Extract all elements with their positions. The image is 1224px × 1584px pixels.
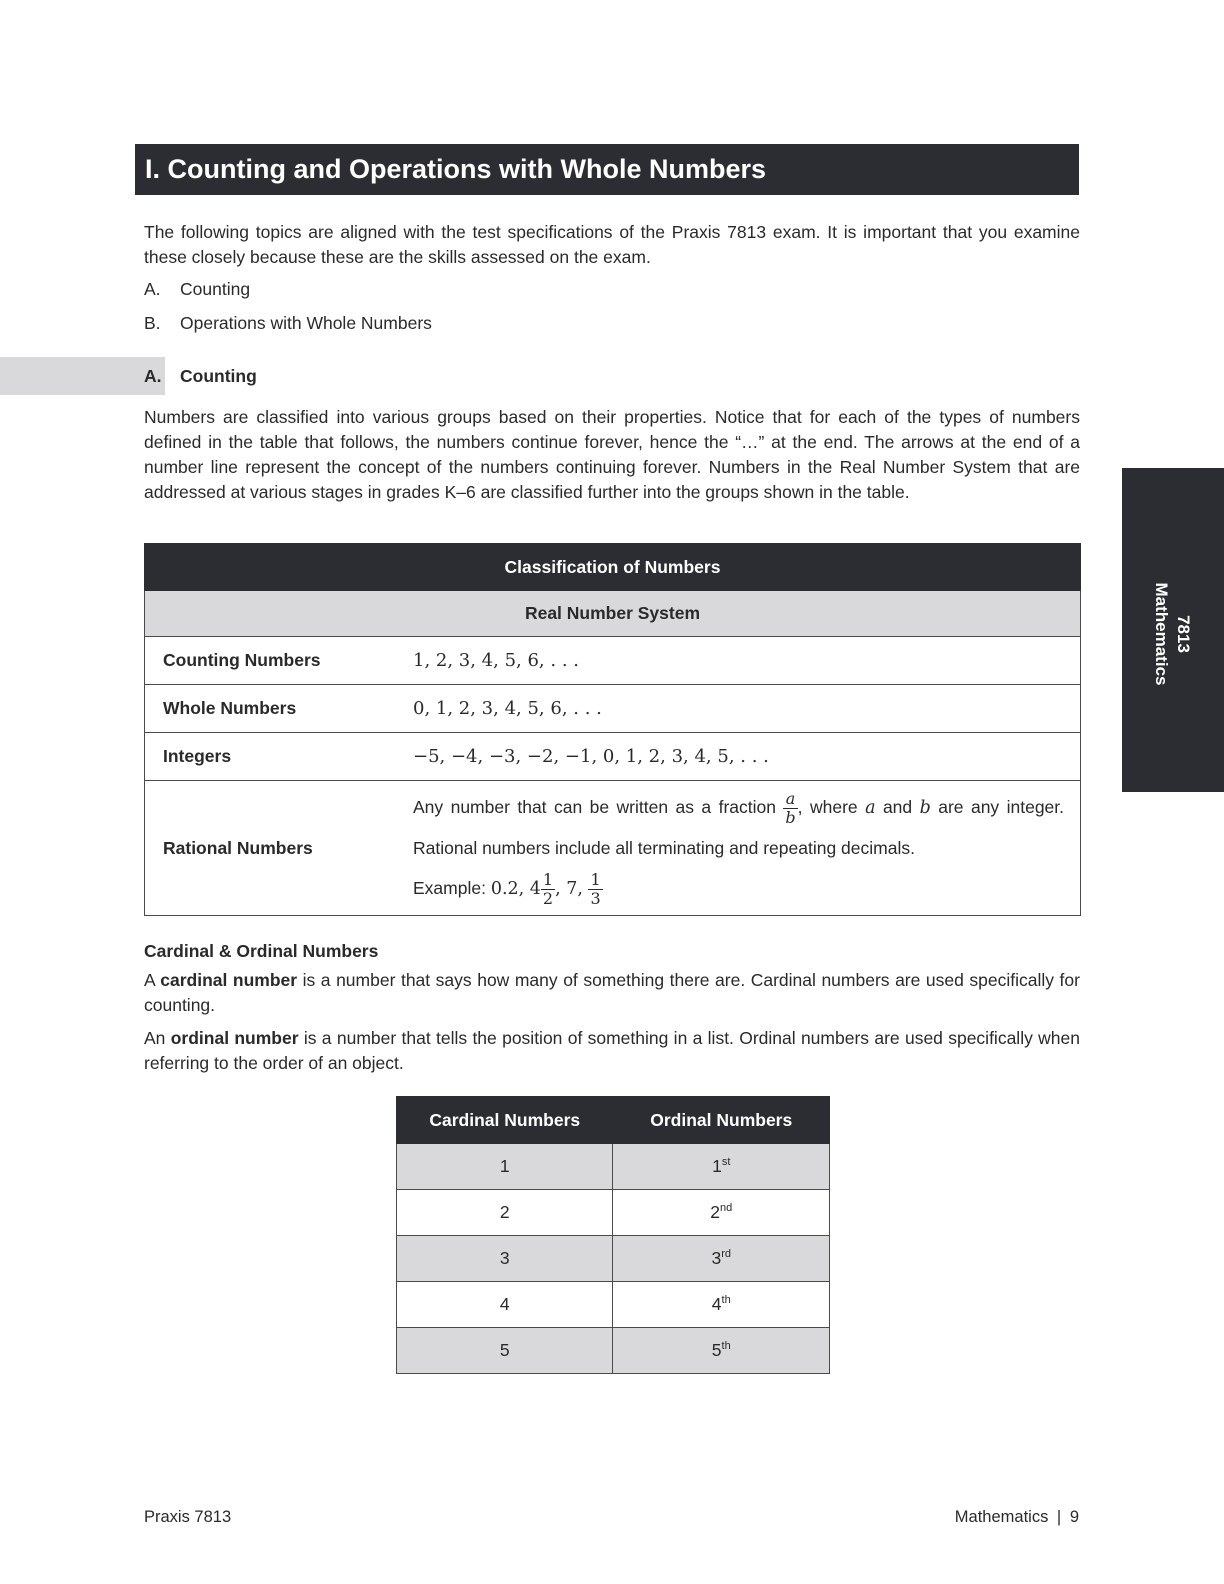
table-row [397,1282,830,1328]
table-row [397,1328,830,1374]
cardinal-ordinal-heading: Cardinal & Ordinal Numbers [144,941,379,961]
ordinal-term: ordinal number [170,1028,299,1048]
intro-paragraph: The following topics are aligned with the test specifications of the Praxis 7813 exam. It is important that you examine these closely because these are the skills assessed on the exam. [144,222,1080,267]
fraction-a-over-b: $\frac{a}{b}$ [785,788,796,827]
footer-separator: | [1056,1508,1062,1526]
ordinal-paragraph: An ordinal number is a number that tells the position of something in a list. Ordinal numbers are used specifically when referring to the order of an object. [144,1028,1080,1073]
topic-marker: A. [144,279,161,299]
cardinal-paragraph: A cardinal number is a number that says how many of something there are. Cardinal numbers are used specifically for counting. [144,970,1080,1015]
footer-left: Praxis 7813 [144,1508,232,1526]
section-heading [144,364,257,388]
ordinal-cell: 5th [613,1328,830,1374]
ordinal-cell: 2nd [613,1190,830,1236]
topic-item-a [144,277,250,301]
counting-paragraph: Numbers are classified into various groups based on their properties. Notice that for each of the types of numbers defined in the table that follows, the numbers continue forever, hence the “…” at the end. The arrows at the end of a number line represent the concept of the numbers continuing forever. Numbers in the Real Number System that are addressed at various stages in grades K–6 are classified further into the groups shown in the table. [144,407,1080,502]
example-label: Example: [413,878,491,898]
topic-marker: B. [144,313,161,333]
page-number: 9 [1069,1508,1079,1526]
row-label: Integers [145,733,397,781]
side-tab-code: 7813 [1174,615,1193,653]
table-row [397,1190,830,1236]
column-header: Cardinal Numbers [397,1097,613,1144]
cardinal-cell: 4 [397,1282,613,1328]
cardinal-cell: 2 [397,1190,613,1236]
cardinal-ordinal-table [396,1096,830,1374]
ordinal-cell: 4th [613,1282,830,1328]
topic-label: Counting [180,279,251,299]
section-marker-tab [0,357,165,395]
ordinal-cell: 1st [613,1144,830,1190]
footer-right [955,1508,1079,1527]
table-title: Classification of Numbers [145,544,1081,591]
side-tab-label [1150,564,1194,704]
table-row [145,685,1081,733]
table-row [145,637,1081,685]
table-row [145,733,1081,781]
topic-label: Operations with Whole Numbers [180,313,432,333]
ordinal-cell: 3rd [613,1236,830,1282]
row-label: Counting Numbers [145,637,397,685]
table-row [397,1144,830,1190]
table-row [397,1236,830,1282]
section-title: Counting [180,366,257,386]
classification-table [144,543,1081,916]
topic-item-b [144,311,432,335]
side-tab-subject: Mathematics [1152,582,1171,686]
table-subtitle: Real Number System [145,591,1081,637]
cardinal-term: cardinal number [160,970,298,990]
column-header: Ordinal Numbers [613,1097,830,1144]
fraction-one-third: $\frac{1}{3}$ [590,869,601,908]
cardinal-cell: 3 [397,1236,613,1282]
row-value: 1, 2, 3, 4, 5, 6, . . . [396,637,1081,685]
fraction-one-half: $\frac{1}{2}$ [542,869,554,908]
cardinal-cell: 1 [397,1144,613,1190]
table-row [145,781,1081,916]
footer-subject: Mathematics [954,1508,1049,1526]
section-marker: A. [144,366,162,386]
row-value: 0, 1, 2, 3, 4, 5, 6, . . . [396,685,1081,733]
row-value: −5, −4, −3, −2, −1, 0, 1, 2, 3, 4, 5, . . . [396,733,1081,781]
rational-definition: Any number that can be written as a fraction $\frac{a}{b}$ , where a and b are any integer. Rational numbers include all terminating and repeating decimals. Example: 0.2, 4 $\frac{1}{2}$ , 7, $\frac{1}{3}$ [396,781,1081,916]
row-label: Rational Numbers [145,781,397,916]
row-label: Whole Numbers [145,685,397,733]
cardinal-cell: 5 [397,1328,613,1374]
chapter-title: I. Counting and Operations with Whole Numbers [135,144,1079,195]
